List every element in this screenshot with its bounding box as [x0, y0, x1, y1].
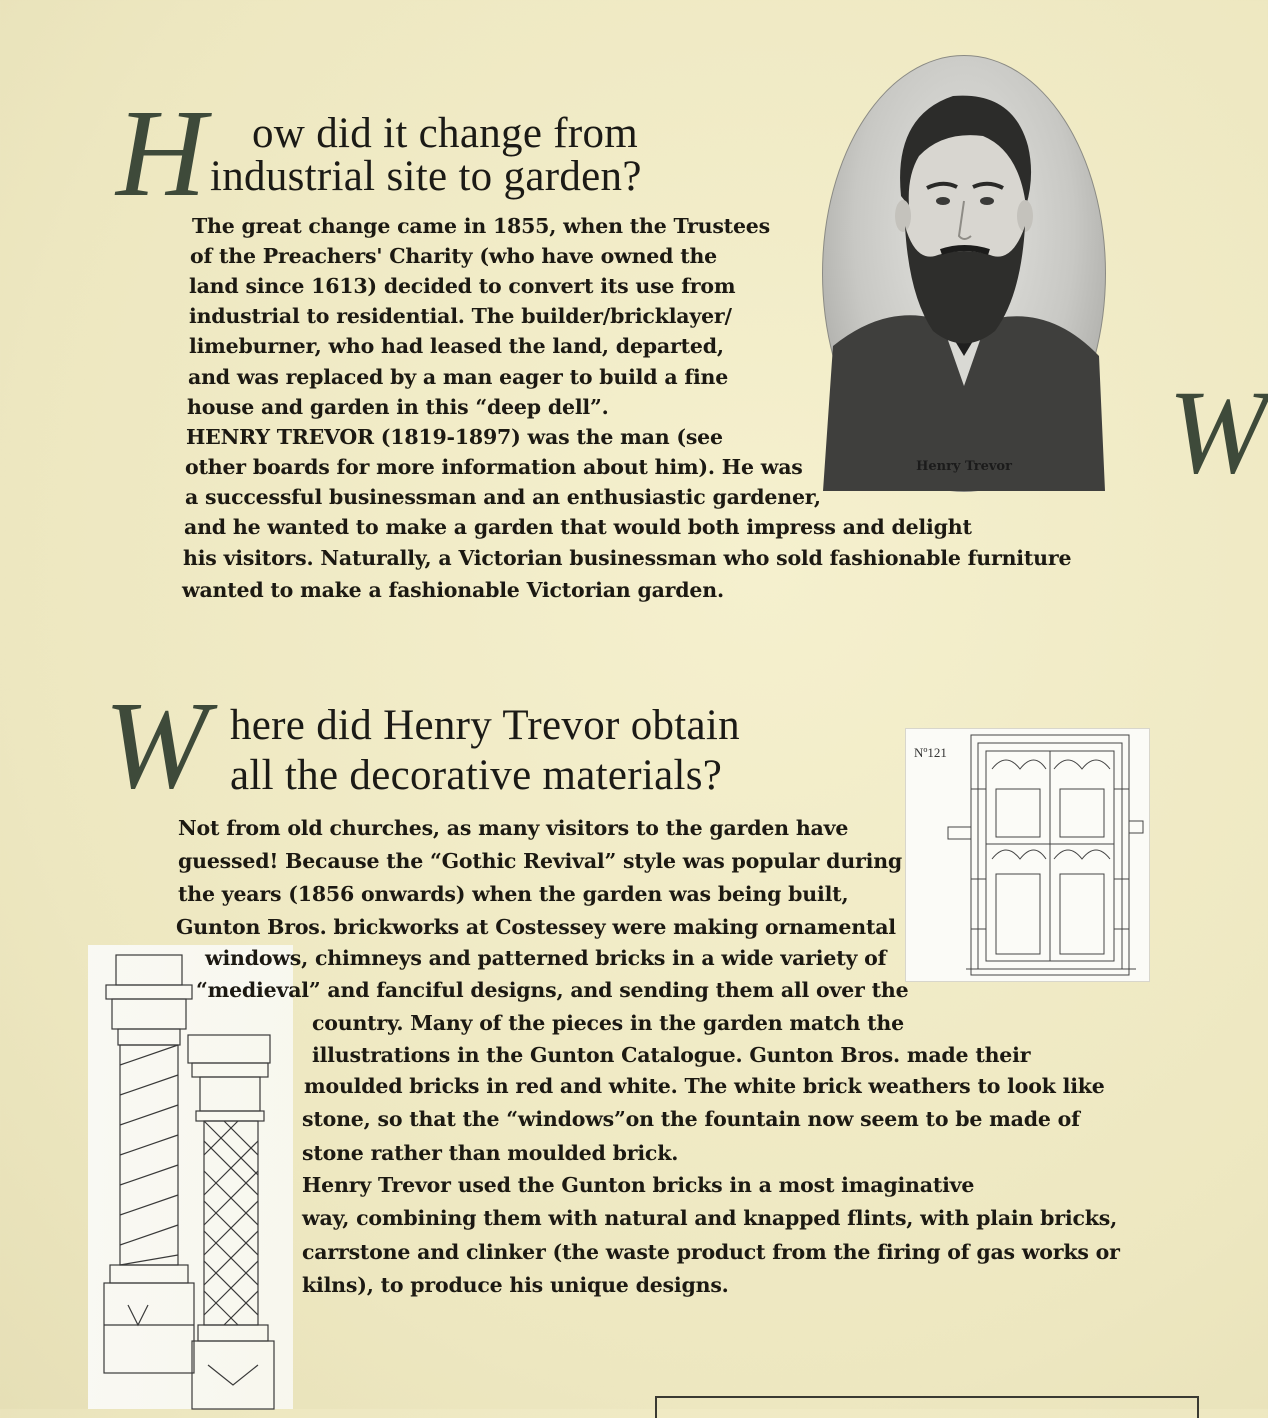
section1-heading-line2: industrial site to garden?: [210, 153, 642, 200]
section2-line: moulded bricks in red and white. The white brick weathers to look like: [304, 1074, 1105, 1098]
section1-line: his visitors. Naturally, a Victorian businessman who sold fashionable furniture: [183, 546, 1072, 570]
window-illustration: [906, 729, 1149, 981]
ornamental-columns-drawing: [88, 945, 293, 1409]
section2-line: country. Many of the pieces in the garden match the: [312, 1011, 904, 1035]
next-board-dropcap: W: [1168, 365, 1268, 498]
section1-line: HENRY TREVOR (1819-1897) was the man (see: [186, 425, 723, 449]
section2-line: kilns), to produce his unique designs.: [302, 1273, 729, 1297]
section2-line: carrstone and clinker (the waste product from the firing of gas works or: [302, 1240, 1120, 1264]
section1-heading-line1: ow did it change from: [252, 110, 639, 157]
section1-line: of the Preachers' Charity (who have owned the: [190, 244, 718, 268]
section1-line: industrial to residential. The builder/bricklayer/: [189, 304, 732, 328]
section2-line: way, combining them with natural and knapped flints, with plain bricks,: [302, 1206, 1118, 1230]
section2-heading-line1: here did Henry Trevor obtain: [230, 702, 740, 749]
section2-line: the years (1856 onwards) when the garden was being built,: [178, 882, 849, 906]
section1-line: land since 1613) decided to convert its use from: [189, 274, 736, 298]
section1-line: house and garden in this “deep dell”.: [187, 395, 609, 419]
section1-dropcap: H: [116, 85, 207, 223]
section1-line: limeburner, who had leased the land, departed,: [189, 334, 724, 358]
section2-line: Gunton Bros. brickworks at Costessey were making ornamental: [176, 915, 896, 939]
section2-line: illustrations in the Gunton Catalogue. Gunton Bros. made their: [312, 1043, 1031, 1067]
section1-line: and he wanted to make a garden that would both impress and delight: [184, 515, 972, 539]
portrait-caption: Henry Trevor: [916, 459, 1012, 474]
window-drawing-label: Nº121: [914, 745, 947, 760]
section2-line: “medieval” and fanciful designs, and sending them all over the: [196, 978, 909, 1002]
section2-line: stone, so that the “windows”on the fountain now seem to be made of: [302, 1107, 1080, 1131]
section2-line: Henry Trevor used the Gunton bricks in a most imaginative: [302, 1173, 975, 1197]
section2-line: stone rather than moulded brick.: [302, 1141, 679, 1165]
section1-line: other boards for more information about him). He was: [185, 455, 803, 479]
section1-line: wanted to make a fashionable Victorian garden.: [182, 578, 724, 602]
section1-line: a successful businessman and an enthusiastic gardener,: [185, 485, 821, 509]
section2-dropcap: W: [104, 677, 209, 815]
section1-line: and was replaced by a man eager to build a fine: [188, 365, 729, 389]
section2-line: Not from old churches, as many visitors to the garden have: [178, 816, 849, 840]
section2-line: guessed! Because the “Gothic Revival” style was popular during: [178, 849, 903, 873]
columns-illustration: [88, 945, 293, 1409]
section2-heading-line2: all the decorative materials?: [230, 752, 723, 799]
portrait-illustration: [823, 56, 1105, 491]
gothic-window-drawing: [905, 728, 1150, 982]
bottom-panel-edge: [655, 1396, 1199, 1418]
section2-line: windows, chimneys and patterned bricks in a wide variety of: [205, 946, 887, 970]
section1-line: The great change came in 1855, when the Trustees: [192, 214, 770, 238]
henry-trevor-portrait: [822, 55, 1106, 492]
